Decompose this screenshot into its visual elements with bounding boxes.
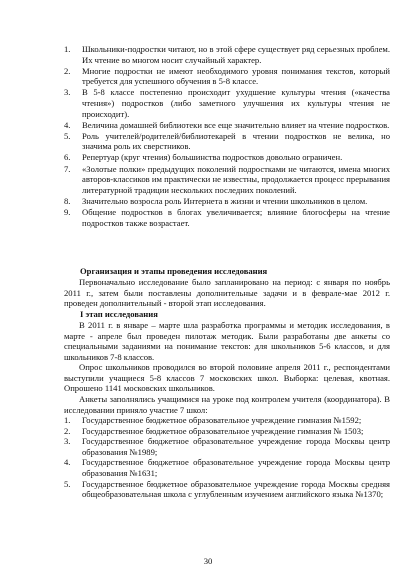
list-item: 6. Репертуар (круг чтения) большинства подростков довольно ограничен. (64, 152, 343, 163)
list-item: 7. «Золотые полки» предыдущих поколений подростками не читаются, имена многих авторов-классиков им практически не известны, продолжается процесс прерывания литературной традиции нескольких последних поколений. (64, 163, 390, 195)
list-item: 2. Государственное бюджетное образовательное учреждение гимназия № 1503; (64, 425, 364, 436)
list-item: 3. В 5-8 классе постепенно происходит ухудшение культуры чтения («качества чтения») подростков (либо заметного улучшения их культуры чтения не происходит). (64, 87, 390, 119)
list-item: 5. Роль учителей/родителей/библиотекарей в чтении подростков не велика, но значима роль их сверстников. (64, 130, 390, 152)
findings-list (64, 44, 390, 229)
section-heading: Организация и этапы проведения исследования (80, 266, 268, 276)
list-item: 4. Величина домашней библиотеки все еще значительно влияет на чтение подростков. (64, 119, 390, 130)
list-item: 4. Государственное бюджетное образовательное учреждение города Москвы центр образования №1631; (64, 457, 390, 478)
list-item: 8. Значительно возросла роль Интернета в жизни и чтении школьников в целом. (64, 195, 368, 206)
list-item: 1. Школьники-подростки читают, но в этой сфере существует ряд серьезных проблем. Их чтение во многом носит случайный характер. (64, 44, 390, 65)
list-item: 1. Государственное бюджетное образовательное учреждение гимназия №1592; (64, 415, 362, 425)
stage1-paragraph: В 2011 г. в январе – марте шла разработка программы и методик исследования, в марте - апреле был проведен пилотаж методик. Были разработаны две анкеты со специальными заданиями на понимание текстов: для школьников 5-6 классов, и для школьников 7-8 классов. (64, 320, 390, 362)
intro-paragraph: Первоначально исследование было запланировано на период: с января по ноябрь 2011 г., затем были поставлены дополнительные задачи и в феврале-мае 2012 г. проведен дополнительный - второй этап исследования. (64, 277, 390, 309)
list-item: 5. Государственное бюджетное образовательное учреждение города Москвы средняя общеобразовательная школа с углубленным изучением английского языка №1370; (64, 478, 390, 500)
list-item: 9. Общение подростков в блогах увеличивается; влияние блогосферы на чтение подростков также возрастает. (64, 206, 390, 228)
stage-heading: I этап исследования (80, 309, 158, 319)
list-item: 3. Государственное бюджетное образовательное учреждение города Москвы центр образования №1989; (64, 436, 390, 457)
page-number: 30 (203, 556, 213, 566)
list-item: 2. Многие подростки не имеют необходимого уровня понимания текстов, который требуется для успешного обучения в 5-8 классе. (64, 65, 390, 87)
survey-paragraph: Опрос школьников проводился во второй половине апреля 2011 г., респондентами выступили учащиеся 5-8 классов 7 московских школ. Выборка: целевая, квотная. Опрошено 1141 московских школьников. (64, 362, 390, 394)
schools-list (64, 415, 390, 500)
forms-paragraph: Анкеты заполнялись учащимися на уроке под контролем учителя (координатора). В исследовании приняло участие 7 школ: (64, 394, 390, 415)
